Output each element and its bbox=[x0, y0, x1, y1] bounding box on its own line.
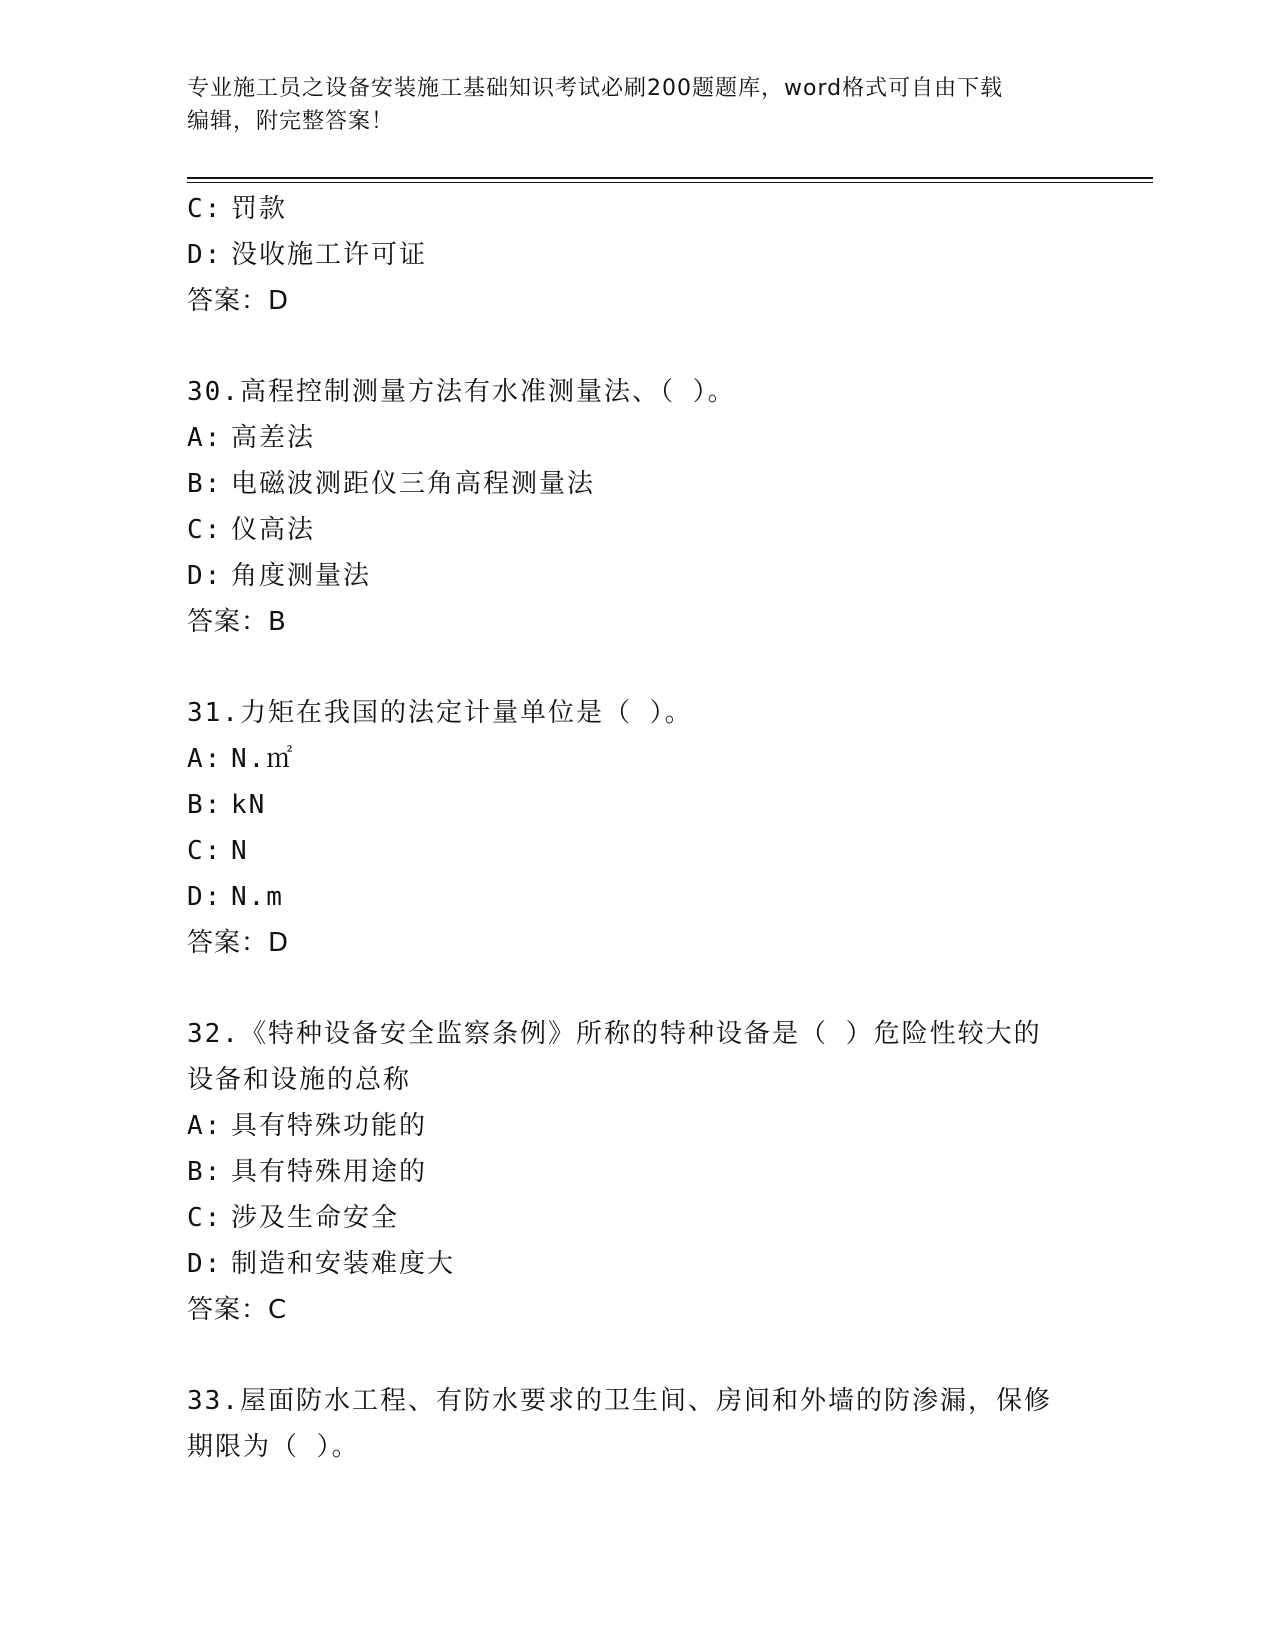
option-c: C: 涉及生命安全 bbox=[187, 1203, 400, 1233]
option-d: D: N.m bbox=[187, 882, 284, 912]
question-stem: 31.力矩在我国的法定计量单位是（ ）。 bbox=[187, 698, 693, 728]
question-block-30 bbox=[187, 369, 1087, 645]
option-c: C: N bbox=[187, 836, 249, 866]
question-stem: 30.高程控制测量方法有水准测量法、（ ）。 bbox=[187, 377, 736, 407]
option-c: C: 仪高法 bbox=[187, 515, 316, 545]
answer: 答案：D bbox=[187, 286, 290, 316]
option-a: A: 高差法 bbox=[187, 423, 316, 453]
question-stem-line-2: 期限为（ ）。 bbox=[187, 1432, 360, 1462]
header-rule-thick bbox=[187, 177, 1153, 179]
question-list bbox=[187, 186, 1087, 1470]
answer: 答案：C bbox=[187, 1295, 288, 1325]
option-b: B: kN bbox=[187, 790, 267, 820]
question-block-29 bbox=[187, 186, 1087, 324]
answer: 答案：B bbox=[187, 607, 287, 637]
header-line-2: 编辑，附完整答案！ bbox=[187, 109, 395, 134]
document-header bbox=[187, 72, 1067, 138]
question-block-33 bbox=[187, 1378, 1087, 1470]
header-rule-thin bbox=[187, 182, 1153, 183]
option-d: D: 角度测量法 bbox=[187, 561, 372, 591]
option-d: D: 制造和安装难度大 bbox=[187, 1249, 456, 1279]
option-b: B: 电磁波测距仪三角高程测量法 bbox=[187, 469, 596, 499]
question-stem-line-1: 33.屋面防水工程、有防水要求的卫生间、房间和外墙的防渗漏，保修 bbox=[187, 1386, 1052, 1416]
question-block-32 bbox=[187, 1011, 1087, 1333]
option-a: A: N.㎡ bbox=[187, 744, 295, 774]
question-block-31 bbox=[187, 690, 1087, 966]
question-stem-line-2: 设备和设施的总称 bbox=[187, 1065, 412, 1095]
option-b: B: 具有特殊用途的 bbox=[187, 1157, 428, 1187]
option-c: C: 罚款 bbox=[187, 194, 288, 224]
option-d: D: 没收施工许可证 bbox=[187, 240, 428, 270]
option-a: A: 具有特殊功能的 bbox=[187, 1111, 428, 1141]
answer: 答案：D bbox=[187, 928, 290, 958]
question-stem-line-1: 32.《特种设备安全监察条例》所称的特种设备是（ ）危险性较大的 bbox=[187, 1019, 1042, 1049]
header-line-1: 专业施工员之设备安装施工基础知识考试必刷200题题库，word格式可自由下载 bbox=[187, 76, 1004, 101]
